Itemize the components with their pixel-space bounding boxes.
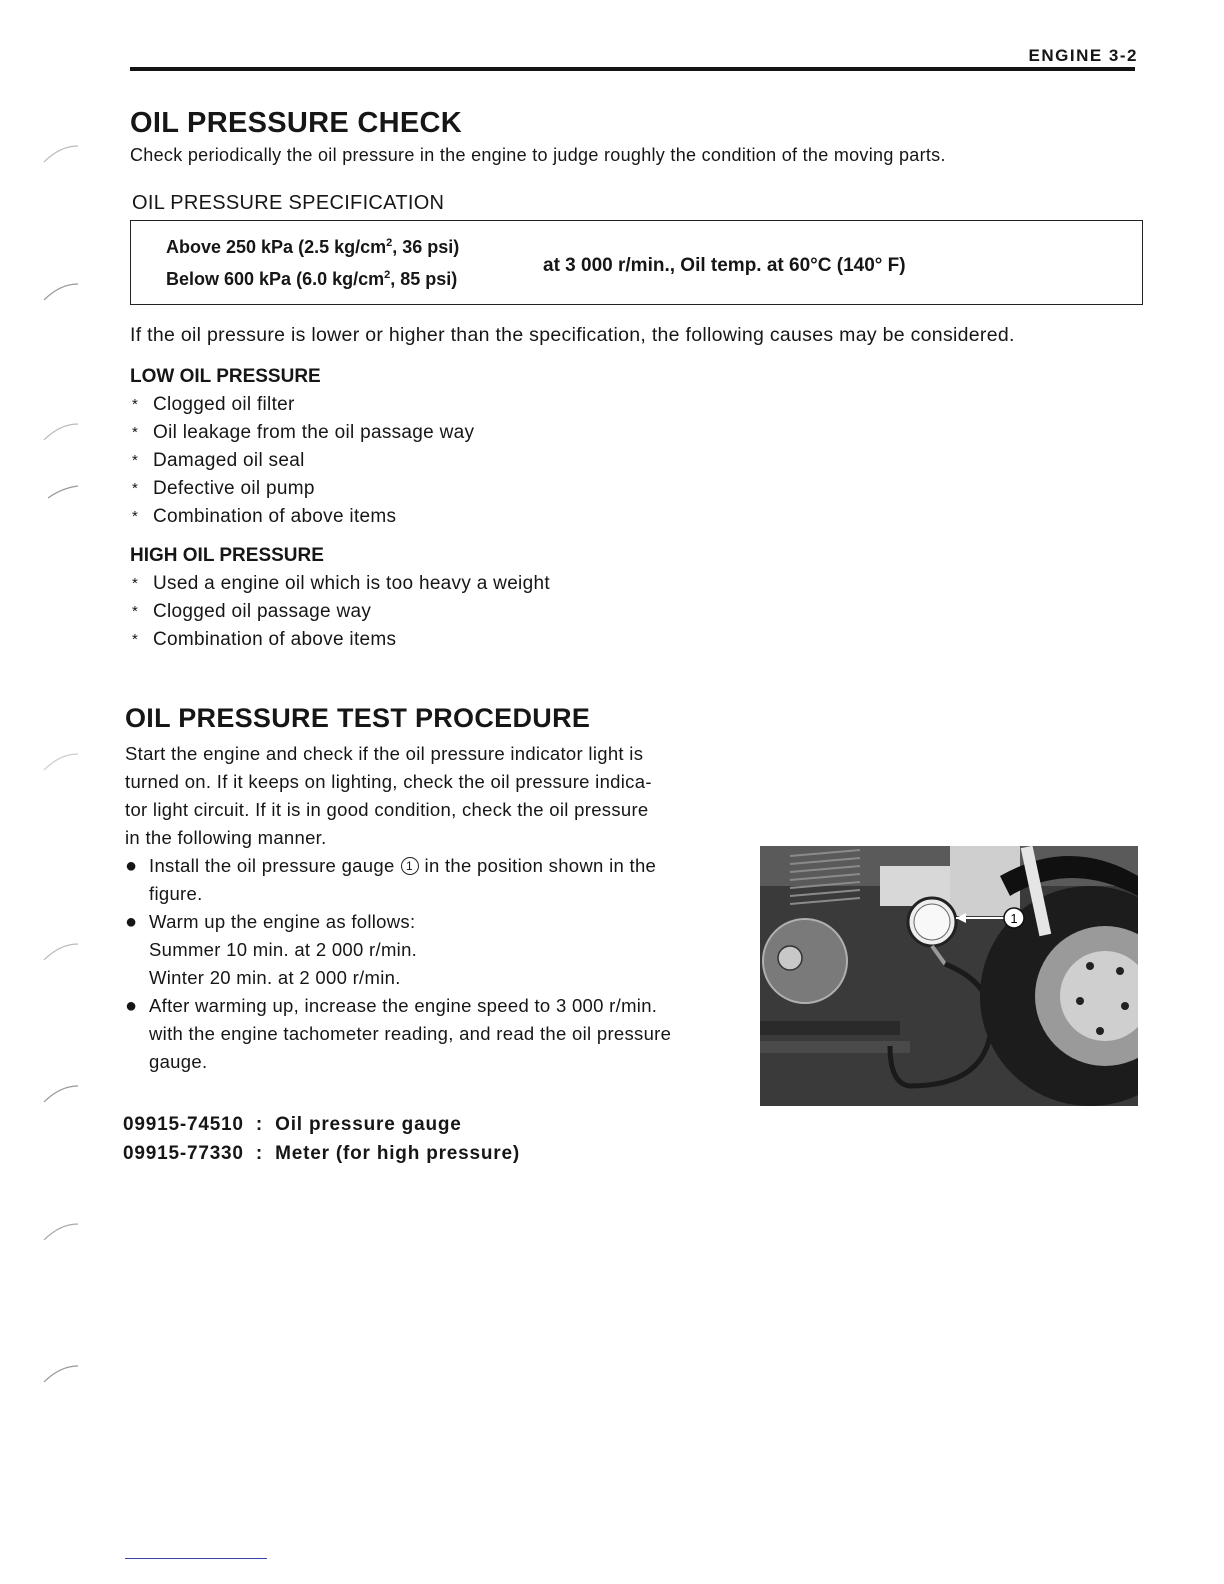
margin-mark xyxy=(38,142,86,166)
list-item: * Combination of above items xyxy=(132,506,397,527)
high-pressure-heading: HIGH OIL PRESSURE xyxy=(130,545,324,566)
section-title-test-procedure: OIL PRESSURE TEST PROCEDURE xyxy=(125,703,591,733)
margin-mark xyxy=(38,940,86,964)
list-item: * Combination of above items xyxy=(132,629,397,650)
page-header-label: ENGINE 3-2 xyxy=(1028,46,1138,65)
spec-condition: at 3 000 r/min., Oil temp. at 60°C (140° F) xyxy=(543,255,906,276)
list-item: ● Warm up the engine as follows: Summer 10 min. at 2 000 r/min. Winter 20 min. at 2 000 r/min. xyxy=(125,911,418,988)
margin-mark xyxy=(38,1082,86,1106)
callout-1-icon: 1 xyxy=(401,857,419,875)
margin-mark xyxy=(38,1362,86,1386)
list-item: ● Install the oil pressure gauge 1 in the position shown in the figure. xyxy=(125,855,657,904)
list-item: * Used a engine oil which is too heavy a weight xyxy=(132,573,550,594)
procedure-intro: Start the engine and check if the oil pressure indicator light is turned on. If it keeps on lighting, check the oil pressure indica- tor light circuit. If it is in good condition, check the oil pressure in the following manner. xyxy=(125,743,652,848)
tool-row: 09915-77330 : Meter (for high pressure) xyxy=(123,1143,520,1164)
margin-mark xyxy=(38,280,86,304)
list-item: * Clogged oil passage way xyxy=(132,601,372,622)
engine-gauge-photo xyxy=(760,846,1138,1106)
list-item: * Damaged oil seal xyxy=(132,450,305,471)
procedure-steps xyxy=(124,852,744,1076)
causes-intro: If the oil pressure is lower or higher than the specification, the following causes may be considered. xyxy=(130,324,1015,346)
list-item: ● After warming up, increase the engine speed to 3 000 r/min. with the engine tachometer reading, and read the oil pressure gauge. xyxy=(125,995,672,1072)
header-rule xyxy=(130,67,1135,71)
spec-above: Above 250 kPa (2.5 $kg/cm^2$, 36 psi) xyxy=(166,237,460,257)
section-title-oil-pressure-check: OIL PRESSURE CHECK xyxy=(130,107,462,139)
low-pressure-causes xyxy=(130,392,474,532)
figure-callout-1: 1 xyxy=(1010,911,1018,926)
margin-mark xyxy=(38,750,86,774)
footer-rule xyxy=(125,1558,267,1559)
low-pressure-heading: LOW OIL PRESSURE xyxy=(130,366,321,387)
margin-mark xyxy=(38,1220,86,1244)
spec-heading: OIL PRESSURE SPECIFICATION xyxy=(132,192,445,214)
margin-mark xyxy=(38,420,86,444)
spec-below: Below 600 kPa (6.0 $kg/cm^2$, 85 psi) xyxy=(166,269,458,289)
list-item: * Clogged oil filter xyxy=(132,394,295,415)
list-item: * Defective oil pump xyxy=(132,478,315,499)
list-item: * Oil leakage from the oil passage way xyxy=(132,422,475,443)
margin-mark xyxy=(38,480,86,504)
spec-box xyxy=(130,220,1143,305)
high-pressure-causes xyxy=(130,571,550,655)
check-intro: Check periodically the oil pressure in the engine to judge roughly the condition of the moving parts. xyxy=(130,145,946,165)
tool-row: 09915-74510 : Oil pressure gauge xyxy=(123,1114,462,1135)
